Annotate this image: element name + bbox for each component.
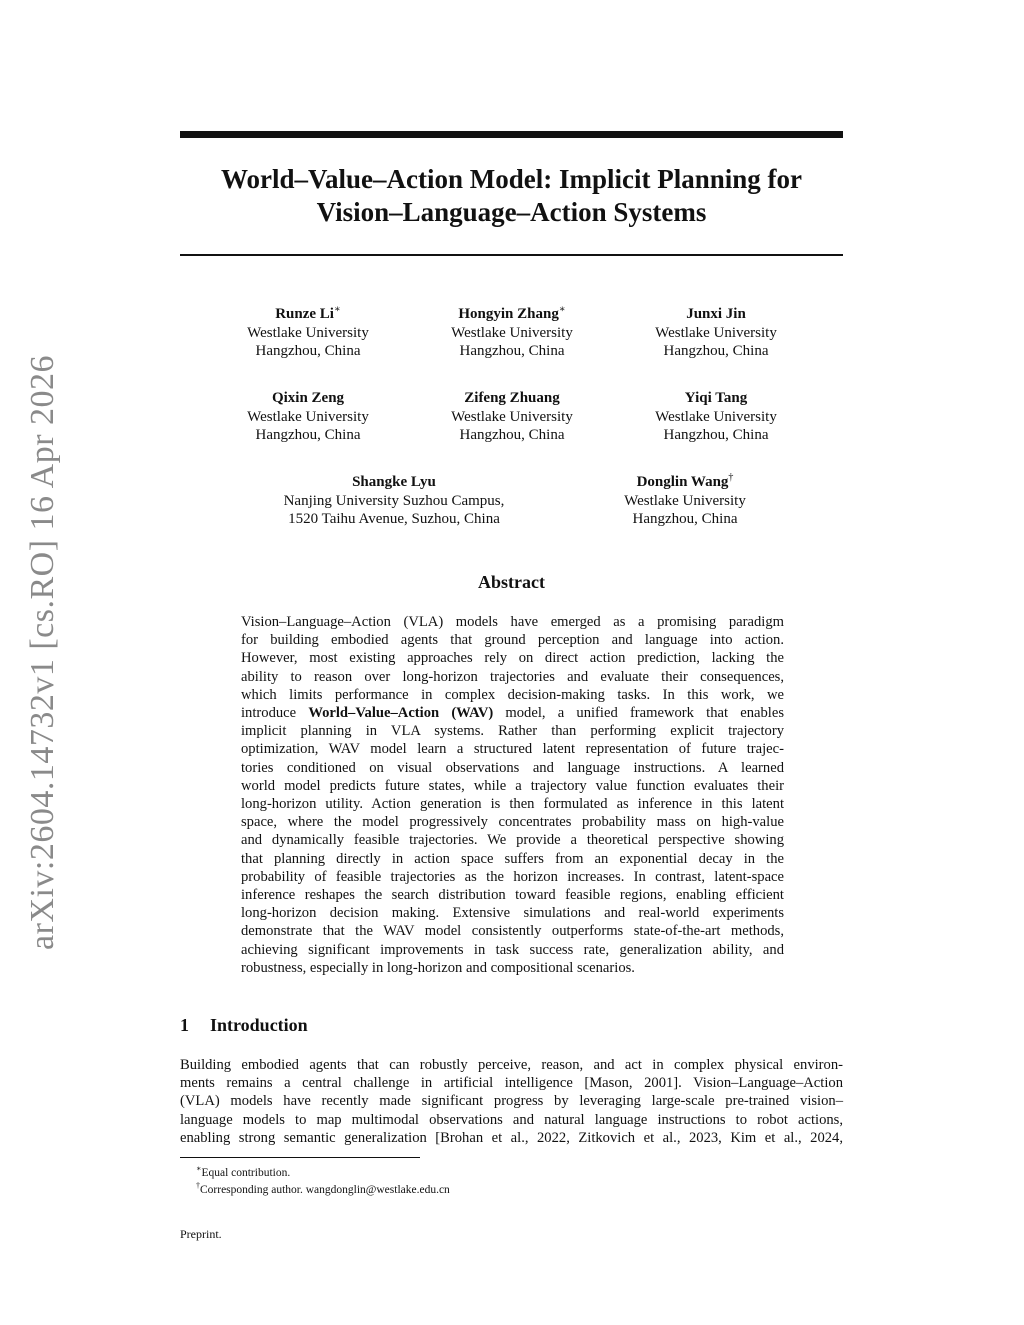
author-block (254, 469, 534, 529)
author-location: Hangzhou, China (255, 427, 361, 443)
author-affiliation: Westlake University (451, 324, 573, 341)
model-name-bold: World–Value–Action (WAV) (308, 705, 494, 722)
abstract-line: space, where the model progressively concentrates probability mass on high-value (241, 814, 784, 831)
introduction-body (180, 1056, 843, 1147)
footnote-text: Corresponding author. wangdonglin@westlake.edu.cn (200, 1183, 450, 1196)
abstract-line: that planning directly in action space suffers from an exponential decay in the (241, 850, 784, 867)
abstract-line: implicit planning in VLA systems. Rather than performing explicit trajectory (241, 723, 784, 740)
abstract-line: for building embodied agents that ground perception and language into action. (241, 632, 784, 649)
author-block (208, 385, 408, 445)
footnote-mark: ∗ (196, 1164, 202, 1173)
abstract-heading: Abstract (478, 572, 545, 592)
author-name: Hongyin Zhang (458, 306, 559, 322)
intro-line: ments remains a central challenge in artificial intelligence [Mason, 2001]. Vision–Language–Action (180, 1075, 843, 1092)
abstract-text-fragment: model, a unified framework that enables (493, 705, 784, 722)
abstract-text-fragment: introduce (241, 705, 309, 722)
intro-line: (VLA) models have recently made significant progress by leveraging large-scale pre-trained vision– (180, 1093, 843, 1110)
author-affiliation: Westlake University (624, 492, 746, 509)
abstract-line: However, most existing approaches rely on direct action prediction, lacking the (241, 650, 784, 667)
author-mark: † (728, 472, 734, 483)
abstract-line: long-horizon utility. Action generation is then formulated as inference in this latent (241, 796, 784, 813)
abstract-line: demonstrate that the WAV model consistently outperforms state-of-the-art methods, (241, 923, 784, 940)
author-affiliation: Westlake University (247, 324, 369, 341)
author-block (616, 385, 816, 445)
author-block (412, 301, 612, 361)
author-location: Hangzhou, China (663, 343, 769, 359)
author-location: Hangzhou, China (255, 343, 361, 359)
abstract-line: probability of feasible trajectories as the horizon increases. In contrast, latent-space (241, 868, 784, 885)
abstract-line: Vision–Language–Action (VLA) models have emerged as a promising paradigm (241, 614, 784, 630)
author-name: Junxi Jin (686, 306, 746, 322)
author-affiliation: Westlake University (247, 408, 369, 425)
author-affiliation: Nanjing University Suzhou Campus, (283, 492, 505, 509)
section-number: 1 (180, 1015, 189, 1035)
title-rule-bottom (180, 254, 843, 256)
footnote-equal-contribution (196, 1162, 290, 1180)
author-location: 1520 Taihu Avenue, Suzhou, China (288, 511, 500, 527)
author-affiliation: Westlake University (655, 324, 777, 341)
author-name: Yiqi Tang (684, 390, 748, 406)
intro-line: enabling strong semantic generalization [Brohan et al., 2022, Zitkovich et al., 2023, Kim et al., 2024, (180, 1129, 843, 1146)
abstract-line: optimization, WAV model learn a structured latent representation of future trajec- (241, 741, 784, 758)
author-affiliation: Westlake University (451, 408, 573, 425)
author-affiliation: Westlake University (655, 408, 777, 425)
footnote-mark: † (196, 1181, 200, 1190)
abstract-line: robustness, especially in long-horizon and compositional scenarios. (241, 959, 635, 976)
abstract-line: inference reshapes the search distribution toward feasible regions, enabling efficient (241, 887, 784, 904)
preprint-label: Preprint. (180, 1227, 222, 1241)
author-name: Qixin Zeng (271, 390, 345, 406)
abstract-body (241, 613, 784, 977)
footnote-corresponding-author (196, 1179, 450, 1197)
abstract-line: which limits performance in complex decision-making tasks. In this work, we (241, 686, 784, 703)
abstract-line-with-bold (241, 704, 784, 722)
author-block (585, 469, 785, 529)
author-location: Hangzhou, China (632, 511, 738, 527)
author-mark: ∗ (333, 304, 341, 315)
abstract-line: tories conditioned on visual observations and language instructions. A learned (241, 759, 784, 776)
author-name: Shangke Lyu (352, 474, 436, 490)
abstract-line: world model predicts future states, while a trajectory value function evaluates their (241, 777, 784, 794)
abstract-line: ability to reason over long-horizon trajectories and evaluate their consequences, (241, 668, 784, 685)
arxiv-sidebar-stamp: arXiv:2604.14732v1 [cs.RO] 16 Apr 2026 (24, 354, 61, 950)
author-block (616, 301, 816, 361)
author-location: Hangzhou, China (663, 427, 769, 443)
intro-line: Building embodied agents that can robustly perceive, reason, and act in complex physical environ- (180, 1057, 843, 1073)
title-line-2: Vision–Language–Action Systems (316, 197, 707, 227)
paper-title (180, 163, 843, 229)
footnote-divider (180, 1157, 420, 1158)
title-line-1: World–Value–Action Model: Implicit Planning for (220, 164, 802, 194)
abstract-line: long-horizon decision making. Extensive simulations and real-world experiments (241, 905, 784, 922)
abstract-line: and dynamically feasible trajectories. We provide a theoretical perspective showing (241, 832, 784, 849)
author-name: Runze Li (275, 306, 334, 322)
author-mark: ∗ (558, 304, 566, 315)
footnote-text: Equal contribution. (201, 1166, 291, 1179)
author-name: Zifeng Zhuang (464, 390, 560, 406)
abstract-line: achieving significant improvements in task success rate, generalization ability, and (241, 941, 784, 958)
author-location: Hangzhou, China (459, 427, 565, 443)
author-location: Hangzhou, China (459, 343, 565, 359)
author-block (412, 385, 612, 445)
author-name: Donglin Wang (636, 474, 729, 490)
title-rule-top (180, 131, 843, 138)
intro-line: language models to map multimodal observations and natural language instructions to robot actions, (180, 1111, 843, 1128)
section-title: Introduction (210, 1015, 308, 1035)
section-heading-introduction (180, 1013, 843, 1037)
author-block (208, 301, 408, 361)
